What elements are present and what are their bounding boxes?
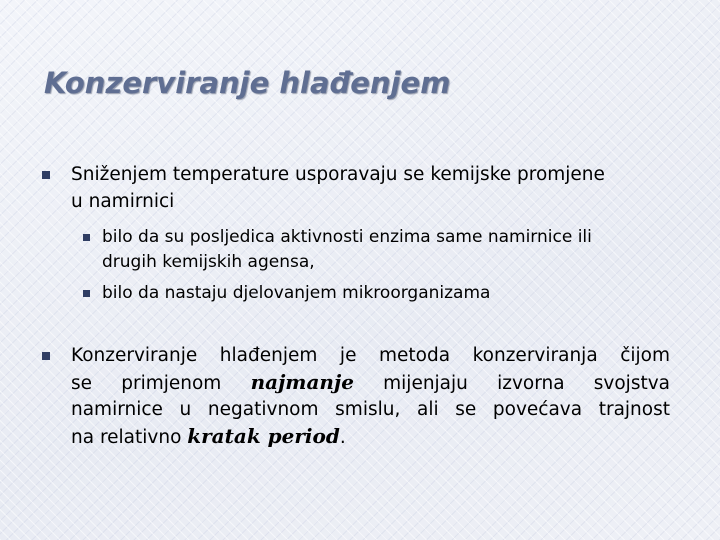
bullet-2-line-2-start: se primjenom — [71, 373, 251, 394]
emphasis-kratak-period: kratak period — [187, 424, 340, 448]
sub-bullet-1-line-2: drugih kemijskih agensa, — [102, 252, 315, 272]
bullet-marker — [42, 171, 50, 179]
bullet-1-line-1: Sniženjem temperature usporavaju se kemijske promjene — [71, 164, 605, 185]
bullet-2-line-1: Konzerviranje hlađenjem je metoda konzerviranja čijom — [71, 345, 670, 366]
bullet-marker — [42, 352, 50, 360]
bullet-2-line-2-end: mijenjaju izvorna svojstva — [353, 373, 670, 394]
sub-bullet-1-line-1: bilo da su posljedica aktivnosti enzima same namirnice ili — [102, 227, 592, 247]
sub-bullet-marker — [83, 234, 90, 241]
emphasis-najmanje: najmanje — [250, 370, 354, 394]
bullet-1-line-2: u namirnici — [71, 191, 175, 212]
bullet-2-line-3: namirnice u negativnom smislu, ali se povećava trajnost — [71, 399, 670, 420]
bullet-2-line-2 — [71, 369, 670, 397]
sub-bullet-2-line: bilo da nastaju djelovanjem mikroorganizama — [102, 283, 491, 303]
slide-title: Konzerviranje hlađenjem — [44, 66, 451, 100]
bullet-2-line-4-start: na relativno — [71, 427, 188, 448]
bullet-2-line-4-end: . — [339, 427, 346, 448]
sub-bullet-marker — [83, 290, 90, 297]
bullet-2-line-4 — [71, 423, 670, 451]
